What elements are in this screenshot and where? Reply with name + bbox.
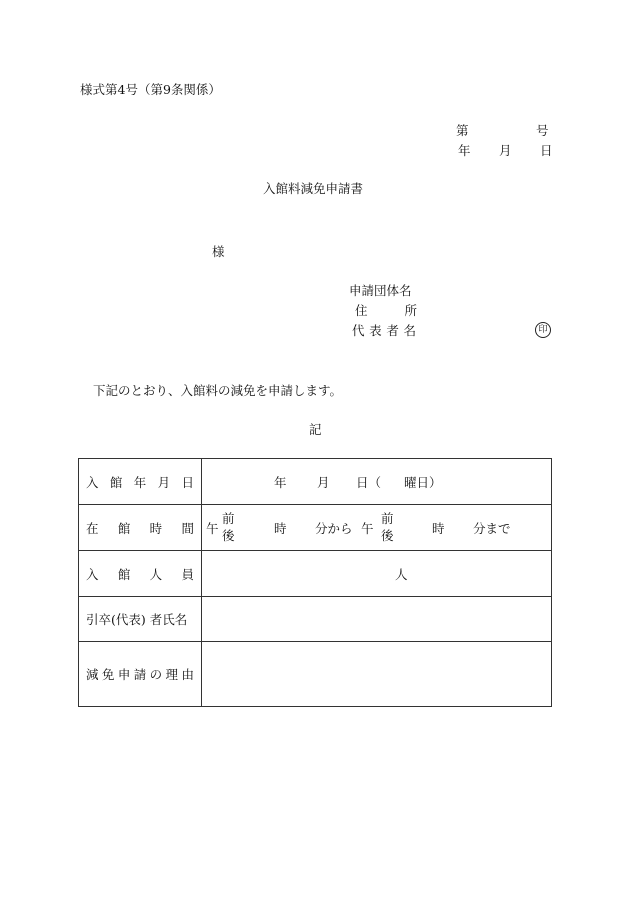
label-char: 館 [117,566,131,582]
label-char: 人 [149,566,163,582]
label-visitor-count [79,551,202,597]
seal-mark [535,320,551,338]
label-entry-date-chars [79,473,201,491]
entry-date-year: 年 [274,475,287,490]
label-char: 入 [86,474,99,490]
rep-label-char: 表 [369,323,382,338]
am-pm-selector-1[interactable] [222,510,235,544]
rep-label-char: 名 [403,323,416,338]
entry-date-month: 月 [317,475,330,490]
label-char: 員 [181,566,194,582]
label-reduction-reason [79,642,202,707]
label-leader-name [79,597,202,642]
table-row-leader-name [79,597,552,642]
label-visitor-count-chars [79,565,201,583]
time-hour-1: 時 [274,521,287,536]
table-row-entry-date [79,459,552,505]
label-char: 申 [117,667,131,682]
ki-heading: 記 [309,422,322,437]
time-gozen-1: 午 [206,521,219,536]
label-char: 在 [86,520,99,536]
intro-text: 下記のとおり、入館料の減免を申請します。 [93,383,343,398]
table-row-reduction-reason [79,642,552,707]
label-char: 減 [86,667,99,682]
label-leader-name-text-wrap [79,610,201,628]
pm-option-1[interactable]: 後 [222,528,235,543]
time-gozen-2: 午 [361,521,374,536]
leader-name-field[interactable] [202,597,552,642]
label-char: 入 [86,566,99,582]
am-option-2[interactable]: 前 [381,511,394,526]
am-option-1[interactable]: 前 [222,511,235,526]
applicant-group-label: 申請団体名 [349,283,412,298]
rep-label-char: 代 [352,323,365,338]
label-char: 日 [181,474,194,490]
application-table [78,458,552,707]
label-char: 月 [157,474,171,490]
label-char: 館 [109,474,123,490]
stay-time-field[interactable] [202,505,552,551]
document-title: 入館料減免申請書 [263,181,364,196]
doc-number-go: 号 [536,123,549,138]
label-char: の [149,667,163,682]
pm-option-2[interactable]: 後 [381,528,394,543]
date-month: 月 [499,143,512,158]
visitor-count-unit: 人 [395,567,408,582]
date-year: 年 [458,143,471,158]
label-char: 館 [117,520,131,536]
table-row-stay-time [79,505,552,551]
label-char: 年 [133,474,147,490]
seal-stamp-icon: 印 [535,322,551,338]
applicant-address-label [355,301,417,319]
doc-number-dai: 第 [456,123,469,138]
addressee-suffix: 様 [212,244,225,259]
label-entry-date [79,459,202,505]
entry-date-field[interactable] [202,459,552,505]
label-stay-time-chars [79,519,201,537]
label-char: 由 [181,667,194,682]
entry-date-day: 日（ [356,475,382,490]
table-row-visitor-count [79,551,552,597]
time-minute-until: 分まで [473,521,511,536]
am-pm-selector-2[interactable] [381,510,394,544]
rep-label-char: 者 [386,323,399,338]
label-leader-name-text: 引卒(代表) 者氏名 [86,612,188,627]
label-stay-time [79,505,202,551]
label-char: 理 [165,667,179,682]
label-char: 請 [133,667,147,682]
visitor-count-field[interactable] [202,551,552,597]
date-day: 日 [540,143,553,158]
label-char: 間 [181,520,194,536]
label-reduction-reason-chars [79,665,201,683]
time-minute-from: 分から [315,521,353,536]
label-char: 時 [149,520,163,536]
label-char: 免 [101,667,115,682]
applicant-rep-label [352,321,416,339]
form-number: 様式第4号（第9条関係） [80,82,221,97]
address-label-char: 住 [355,303,368,318]
entry-date-weekday: 曜日） [404,475,442,490]
time-hour-2: 時 [432,521,445,536]
address-label-char: 所 [404,303,417,318]
reduction-reason-field[interactable] [202,642,552,707]
